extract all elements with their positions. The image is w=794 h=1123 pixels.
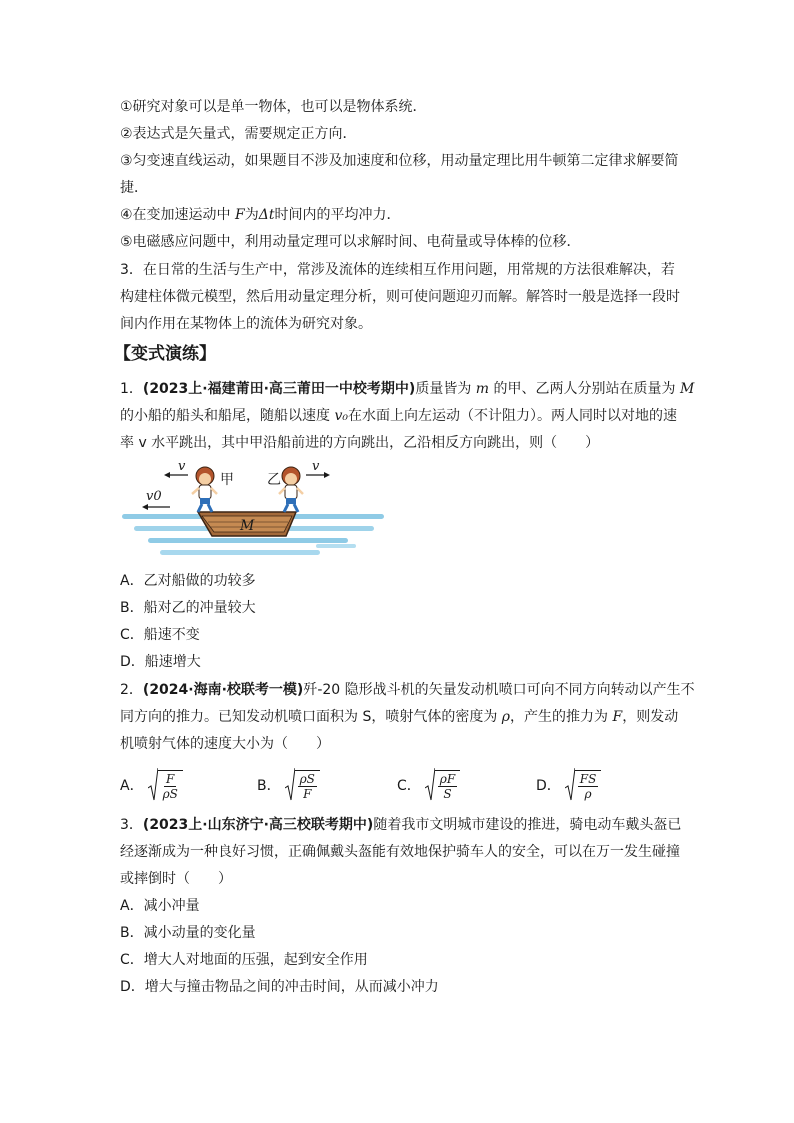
boat-velocity-arrow-icon (142, 504, 170, 510)
person-a-icon (192, 467, 217, 512)
q1-text-c: 的小船的船头和船尾，随船以速度 (120, 408, 335, 424)
q1-m: m (475, 381, 490, 397)
sqrt-icon (565, 768, 602, 802)
note-2: ②表达式是矢量式，需要规定正方向． (120, 126, 357, 142)
sqrt-icon (148, 768, 183, 802)
q2-option-c-num: ρF (439, 771, 456, 786)
q2-option-a-den: ρS (162, 786, 178, 801)
boat-mass-label: M (240, 518, 255, 534)
q1-number: 1． (120, 381, 143, 397)
note-4-dt: Δt (258, 207, 275, 223)
q2-text-d: ，则发动 (622, 709, 679, 725)
q2-option-a-label: A． (120, 778, 144, 794)
q2-option-a-num: F (166, 771, 175, 786)
q3-line1 (120, 815, 681, 835)
q2-option-c-label: C． (397, 778, 421, 794)
q3-source: (2023上·山东济宁·高三校联考期中) (142, 817, 374, 833)
q2-option-d-fraction (575, 770, 602, 801)
q3-line2: 经逐渐成为一种良好习惯，正确佩戴头盔能有效地保护骑车人的安全，可以在万一发生碰撞 (120, 844, 680, 860)
velocity-right-label: v (312, 459, 320, 474)
paragraph-3-line1: 3．在日常的生活与生产中，常涉及流体的连续相互作用问题，用常规的方法很难解决，若 (120, 262, 675, 278)
q2-option-a[interactable] (120, 768, 183, 802)
q3-number: 3． (120, 817, 143, 833)
q2-option-a-fraction (158, 770, 183, 801)
note-1: ①研究对象可以是单一物体，也可以是物体系统． (120, 99, 427, 115)
q1-text-a: 质量皆为 (415, 381, 476, 397)
q2-number: 2． (120, 682, 143, 698)
note-5: ⑤电磁感应问题中，利用动量定理可以求解时间、电荷量或导体棒的位移． (120, 234, 581, 250)
q2-source: (2024·海南·校联考一模) (142, 682, 304, 698)
sqrt-icon (425, 768, 460, 802)
q3-line3: 或摔倒时（ ） (120, 871, 232, 887)
note-3-line2: 捷． (120, 180, 148, 196)
q2-option-c-den: S (443, 786, 452, 801)
sqrt-icon (285, 768, 320, 802)
note-4-post: 时间内的平均冲力． (274, 207, 401, 223)
note-3-line1: ③匀变速直线运动，如果题目不涉及加速度和位移，用动量定理比用牛顿第二定律求解要简 (120, 153, 679, 169)
person-b-label: 乙 (267, 472, 281, 488)
q1-option-a[interactable]: A．乙对船做的功较多 (120, 573, 256, 589)
q3-option-a[interactable]: A．减小冲量 (120, 898, 200, 914)
q2-line1 (120, 680, 695, 700)
q1-option-d[interactable]: D．船速增大 (120, 654, 201, 670)
boat-figure (120, 456, 390, 562)
q2-rho: ρ (501, 709, 511, 725)
q2-option-b-num: ρS (299, 771, 315, 786)
q1-M: M (679, 381, 695, 397)
q1-option-b[interactable]: B．船对乙的冲量较大 (120, 600, 256, 616)
q2-line3: 机喷射气体的速度大小为（ ） (120, 736, 330, 752)
note-4-F: F (235, 207, 245, 223)
q2-text-c: ，产生的推力为 (510, 709, 613, 725)
q2-line2 (120, 707, 678, 727)
note-4 (120, 205, 400, 225)
q2-option-c[interactable] (397, 768, 460, 802)
q2-option-b[interactable] (257, 768, 320, 802)
q2-option-b-fraction (295, 770, 320, 801)
q1-source: (2023上·福建莆田·高三莆田一中校考期中) (142, 381, 416, 397)
person-a-label: 甲 (220, 472, 234, 488)
q2-option-d[interactable] (536, 768, 601, 802)
q2-option-d-den: ρ (584, 786, 592, 801)
q2-option-c-fraction (435, 770, 460, 801)
velocity-left-label: v (178, 459, 186, 474)
q1-line3: 率 v 水平跳出，其中甲沿船前进的方向跳出，乙沿相反方向跳出，则（ ） (120, 435, 600, 451)
q2-text-a: 歼-20 隐形战斗机的矢量发动机喷口可向不同方向转动以产生不 (303, 682, 695, 698)
paragraph-3-line3: 间内作用在某物体上的流体为研究对象。 (120, 316, 372, 332)
q3-option-b[interactable]: B．减小动量的变化量 (120, 925, 256, 941)
q2-option-d-num: FS (579, 771, 597, 786)
person-b-icon (279, 467, 303, 512)
q1-option-c[interactable]: C．船速不变 (120, 627, 200, 643)
q3-option-d[interactable]: D．增大与撞击物品之间的冲击时间，从而减小冲力 (120, 979, 439, 995)
q1-text-b: 的甲、乙两人分别站在质量为 (489, 381, 680, 397)
q2-option-b-den: F (303, 786, 312, 801)
note-4-mid: 为 (244, 207, 259, 223)
q2-option-b-label: B． (257, 778, 281, 794)
note-4-pre: ④在变加速运动中 (120, 207, 236, 223)
q2-text-b: 同方向的推力。已知发动机喷口面积为 S，喷射气体的密度为 (120, 709, 502, 725)
q3-text-a: 随着我市文明城市建设的推进，骑电动车戴头盔已 (373, 817, 682, 833)
q1-line2 (120, 406, 677, 426)
q2-F: F (612, 709, 623, 725)
boat-velocity-label: v0 (146, 489, 162, 504)
section-heading: 【变式演练】 (114, 344, 216, 364)
paragraph-3-line2: 构建柱体微元模型，然后用动量定理分析，则可使问题迎刃而解。解答时一般是选择一段时 (120, 289, 680, 305)
q2-option-d-label: D． (536, 778, 561, 794)
q1-v0: v₀ (334, 408, 348, 424)
q3-option-c[interactable]: C．增大人对地面的压强，起到安全作用 (120, 952, 368, 968)
q1-line1 (120, 379, 694, 399)
q1-text-d: 在水面上向左运动（不计阻力）。两人同时以对地的速 (347, 408, 677, 424)
